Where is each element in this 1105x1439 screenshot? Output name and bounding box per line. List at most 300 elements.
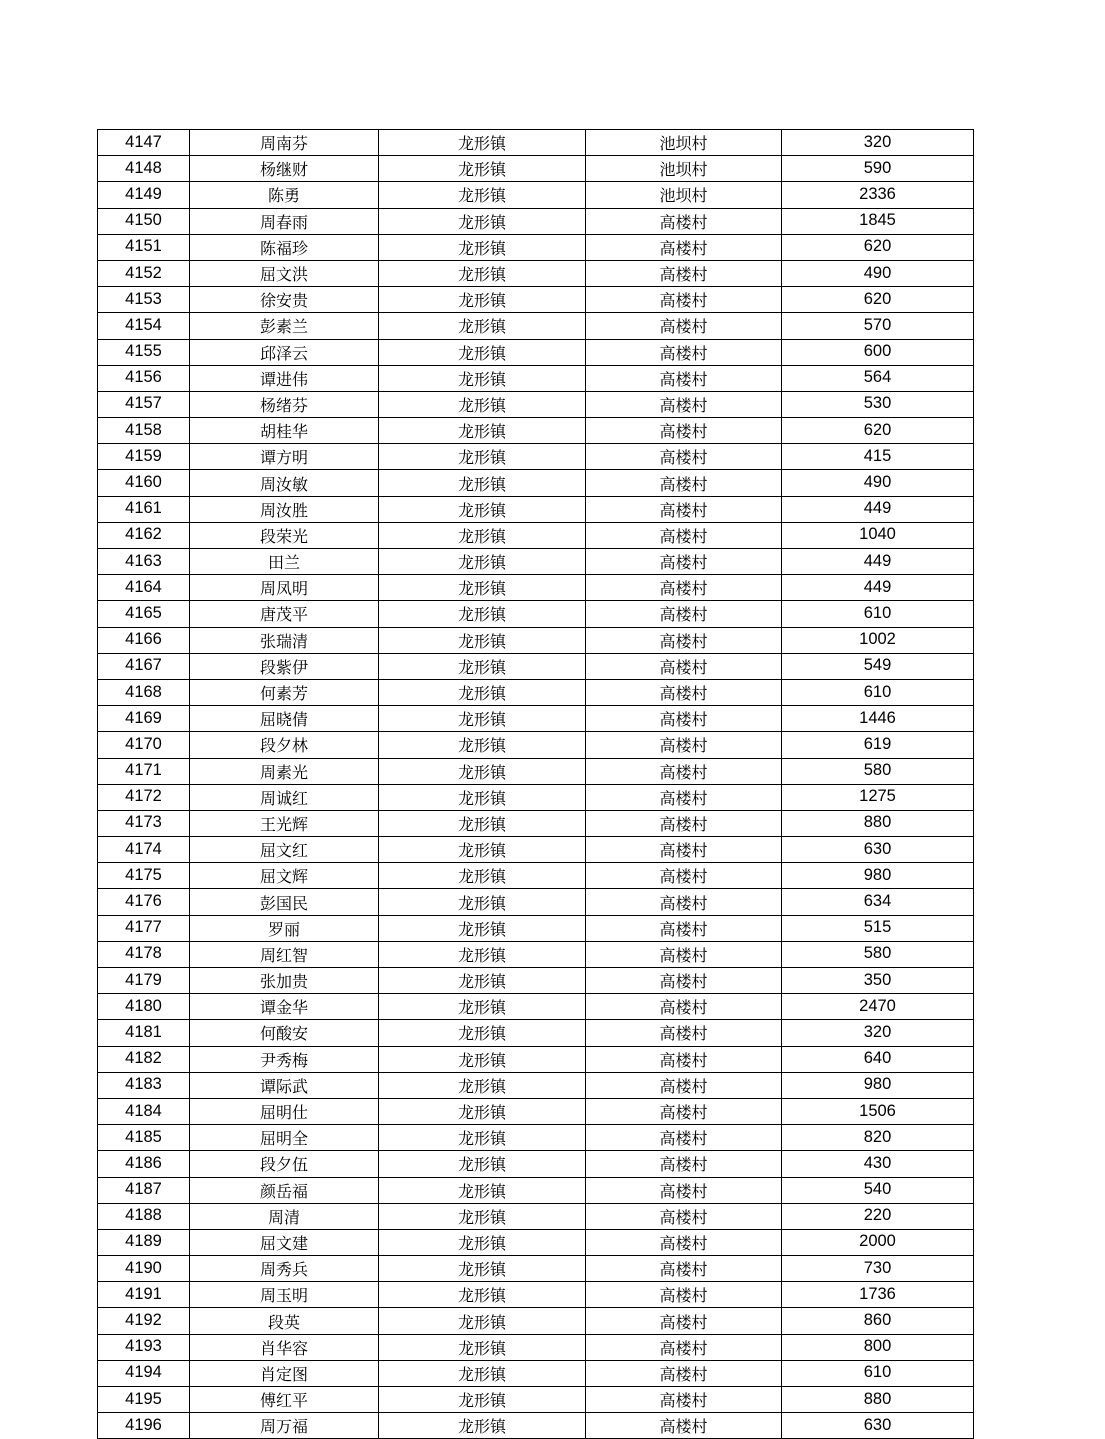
village-cell: 高楼村: [586, 313, 782, 339]
serial-number-cell: 4160: [98, 470, 190, 496]
serial-number-cell: 4189: [98, 1229, 190, 1255]
town-cell: 龙形镇: [379, 1072, 586, 1098]
serial-number-cell: 4161: [98, 496, 190, 522]
village-cell: 高楼村: [586, 1020, 782, 1046]
table-row: [98, 968, 974, 994]
name-cell: 周汝胜: [190, 496, 379, 522]
amount-cell: 449: [782, 496, 974, 522]
village-cell: 高楼村: [586, 1203, 782, 1229]
town-cell: 龙形镇: [379, 234, 586, 260]
amount-cell: 634: [782, 889, 974, 915]
table-row: [98, 1020, 974, 1046]
town-cell: 龙形镇: [379, 156, 586, 182]
table-row: [98, 575, 974, 601]
serial-number-cell: 4155: [98, 339, 190, 365]
serial-number-cell: 4168: [98, 679, 190, 705]
village-cell: 高楼村: [586, 1098, 782, 1124]
town-cell: 龙形镇: [379, 1334, 586, 1360]
serial-number-cell: 4195: [98, 1387, 190, 1413]
village-cell: 高楼村: [586, 1282, 782, 1308]
amount-cell: 600: [782, 339, 974, 365]
town-cell: 龙形镇: [379, 889, 586, 915]
serial-number-cell: 4185: [98, 1125, 190, 1151]
name-cell: 周素光: [190, 758, 379, 784]
amount-cell: 1002: [782, 627, 974, 653]
table-row: [98, 1046, 974, 1072]
village-cell: 高楼村: [586, 234, 782, 260]
name-cell: 颜岳福: [190, 1177, 379, 1203]
town-cell: 龙形镇: [379, 784, 586, 810]
village-cell: 高楼村: [586, 208, 782, 234]
town-cell: 龙形镇: [379, 994, 586, 1020]
name-cell: 罗丽: [190, 915, 379, 941]
town-cell: 龙形镇: [379, 863, 586, 889]
name-cell: 屈文洪: [190, 260, 379, 286]
town-cell: 龙形镇: [379, 1203, 586, 1229]
town-cell: 龙形镇: [379, 627, 586, 653]
name-cell: 彭素兰: [190, 313, 379, 339]
town-cell: 龙形镇: [379, 706, 586, 732]
amount-cell: 2470: [782, 994, 974, 1020]
table-row: [98, 496, 974, 522]
data-table: [97, 129, 974, 1439]
town-cell: 龙形镇: [379, 837, 586, 863]
name-cell: 周清: [190, 1203, 379, 1229]
amount-cell: 564: [782, 365, 974, 391]
amount-cell: 640: [782, 1046, 974, 1072]
serial-number-cell: 4186: [98, 1151, 190, 1177]
village-cell: 高楼村: [586, 1151, 782, 1177]
table-row: [98, 1282, 974, 1308]
amount-cell: 610: [782, 1360, 974, 1386]
table-row: [98, 470, 974, 496]
name-cell: 田兰: [190, 549, 379, 575]
name-cell: 周万福: [190, 1413, 379, 1439]
name-cell: 周诚红: [190, 784, 379, 810]
table-row: [98, 522, 974, 548]
name-cell: 屈明仕: [190, 1098, 379, 1124]
serial-number-cell: 4178: [98, 941, 190, 967]
town-cell: 龙形镇: [379, 1387, 586, 1413]
name-cell: 杨绪芬: [190, 391, 379, 417]
village-cell: 高楼村: [586, 496, 782, 522]
table-row: [98, 182, 974, 208]
town-cell: 龙形镇: [379, 732, 586, 758]
table-row: [98, 706, 974, 732]
town-cell: 龙形镇: [379, 1046, 586, 1072]
serial-number-cell: 4191: [98, 1282, 190, 1308]
table-row: [98, 339, 974, 365]
name-cell: 谭际武: [190, 1072, 379, 1098]
village-cell: 高楼村: [586, 679, 782, 705]
amount-cell: 430: [782, 1151, 974, 1177]
table-row: [98, 1387, 974, 1413]
town-cell: 龙形镇: [379, 810, 586, 836]
town-cell: 龙形镇: [379, 1125, 586, 1151]
table-row: [98, 234, 974, 260]
table-row: [98, 1256, 974, 1282]
serial-number-cell: 4152: [98, 260, 190, 286]
village-cell: 高楼村: [586, 1072, 782, 1098]
serial-number-cell: 4150: [98, 208, 190, 234]
village-cell: 高楼村: [586, 418, 782, 444]
amount-cell: 630: [782, 837, 974, 863]
amount-cell: 449: [782, 549, 974, 575]
table-row: [98, 1151, 974, 1177]
town-cell: 龙形镇: [379, 182, 586, 208]
table-row: [98, 784, 974, 810]
serial-number-cell: 4165: [98, 601, 190, 627]
amount-cell: 980: [782, 1072, 974, 1098]
serial-number-cell: 4158: [98, 418, 190, 444]
amount-cell: 530: [782, 391, 974, 417]
table-row: [98, 365, 974, 391]
village-cell: 高楼村: [586, 391, 782, 417]
town-cell: 龙形镇: [379, 1020, 586, 1046]
village-cell: 高楼村: [586, 1334, 782, 1360]
serial-number-cell: 4182: [98, 1046, 190, 1072]
village-cell: 高楼村: [586, 941, 782, 967]
village-cell: 高楼村: [586, 444, 782, 470]
amount-cell: 880: [782, 810, 974, 836]
town-cell: 龙形镇: [379, 391, 586, 417]
serial-number-cell: 4183: [98, 1072, 190, 1098]
table-row: [98, 287, 974, 313]
amount-cell: 1845: [782, 208, 974, 234]
serial-number-cell: 4169: [98, 706, 190, 732]
town-cell: 龙形镇: [379, 1151, 586, 1177]
name-cell: 段英: [190, 1308, 379, 1334]
town-cell: 龙形镇: [379, 1413, 586, 1439]
name-cell: 杨继财: [190, 156, 379, 182]
name-cell: 周玉明: [190, 1282, 379, 1308]
town-cell: 龙形镇: [379, 653, 586, 679]
town-cell: 龙形镇: [379, 1360, 586, 1386]
serial-number-cell: 4179: [98, 968, 190, 994]
serial-number-cell: 4177: [98, 915, 190, 941]
serial-number-cell: 4171: [98, 758, 190, 784]
amount-cell: 350: [782, 968, 974, 994]
amount-cell: 220: [782, 1203, 974, 1229]
town-cell: 龙形镇: [379, 575, 586, 601]
amount-cell: 980: [782, 863, 974, 889]
amount-cell: 620: [782, 287, 974, 313]
amount-cell: 490: [782, 470, 974, 496]
amount-cell: 515: [782, 915, 974, 941]
serial-number-cell: 4172: [98, 784, 190, 810]
name-cell: 屈晓倩: [190, 706, 379, 732]
town-cell: 龙形镇: [379, 287, 586, 313]
serial-number-cell: 4151: [98, 234, 190, 260]
table-row: [98, 653, 974, 679]
name-cell: 段荣光: [190, 522, 379, 548]
village-cell: 高楼村: [586, 889, 782, 915]
serial-number-cell: 4193: [98, 1334, 190, 1360]
name-cell: 周凤明: [190, 575, 379, 601]
amount-cell: 630: [782, 1413, 974, 1439]
village-cell: 高楼村: [586, 260, 782, 286]
serial-number-cell: 4154: [98, 313, 190, 339]
town-cell: 龙形镇: [379, 941, 586, 967]
table-row: [98, 1203, 974, 1229]
serial-number-cell: 4166: [98, 627, 190, 653]
amount-cell: 580: [782, 758, 974, 784]
table-row: [98, 1360, 974, 1386]
serial-number-cell: 4180: [98, 994, 190, 1020]
serial-number-cell: 4148: [98, 156, 190, 182]
name-cell: 谭进伟: [190, 365, 379, 391]
name-cell: 屈文红: [190, 837, 379, 863]
village-cell: 高楼村: [586, 365, 782, 391]
amount-cell: 2336: [782, 182, 974, 208]
village-cell: 高楼村: [586, 1387, 782, 1413]
serial-number-cell: 4163: [98, 549, 190, 575]
amount-cell: 1275: [782, 784, 974, 810]
table-row: [98, 758, 974, 784]
serial-number-cell: 4188: [98, 1203, 190, 1229]
name-cell: 段紫伊: [190, 653, 379, 679]
table-body: [98, 130, 974, 1439]
serial-number-cell: 4173: [98, 810, 190, 836]
serial-number-cell: 4176: [98, 889, 190, 915]
village-cell: 高楼村: [586, 653, 782, 679]
village-cell: 高楼村: [586, 863, 782, 889]
name-cell: 周春雨: [190, 208, 379, 234]
serial-number-cell: 4164: [98, 575, 190, 601]
town-cell: 龙形镇: [379, 915, 586, 941]
village-cell: 高楼村: [586, 1229, 782, 1255]
town-cell: 龙形镇: [379, 1229, 586, 1255]
village-cell: 高楼村: [586, 549, 782, 575]
name-cell: 徐安贵: [190, 287, 379, 313]
town-cell: 龙形镇: [379, 679, 586, 705]
name-cell: 陈福珍: [190, 234, 379, 260]
amount-cell: 540: [782, 1177, 974, 1203]
village-cell: 高楼村: [586, 810, 782, 836]
serial-number-cell: 4156: [98, 365, 190, 391]
village-cell: 高楼村: [586, 1177, 782, 1203]
village-cell: 高楼村: [586, 470, 782, 496]
table-row: [98, 837, 974, 863]
serial-number-cell: 4162: [98, 522, 190, 548]
serial-number-cell: 4192: [98, 1308, 190, 1334]
village-cell: 池坝村: [586, 156, 782, 182]
village-cell: 高楼村: [586, 575, 782, 601]
amount-cell: 620: [782, 234, 974, 260]
town-cell: 龙形镇: [379, 260, 586, 286]
amount-cell: 320: [782, 130, 974, 156]
table-row: [98, 1177, 974, 1203]
amount-cell: 549: [782, 653, 974, 679]
name-cell: 王光辉: [190, 810, 379, 836]
name-cell: 何酸安: [190, 1020, 379, 1046]
serial-number-cell: 4194: [98, 1360, 190, 1386]
name-cell: 肖华容: [190, 1334, 379, 1360]
town-cell: 龙形镇: [379, 339, 586, 365]
name-cell: 张加贵: [190, 968, 379, 994]
town-cell: 龙形镇: [379, 496, 586, 522]
amount-cell: 860: [782, 1308, 974, 1334]
amount-cell: 820: [782, 1125, 974, 1151]
table-row: [98, 418, 974, 444]
name-cell: 傅红平: [190, 1387, 379, 1413]
amount-cell: 880: [782, 1387, 974, 1413]
amount-cell: 590: [782, 156, 974, 182]
table-row: [98, 1229, 974, 1255]
table-row: [98, 391, 974, 417]
table-row: [98, 601, 974, 627]
town-cell: 龙形镇: [379, 313, 586, 339]
town-cell: 龙形镇: [379, 1177, 586, 1203]
table-row: [98, 994, 974, 1020]
name-cell: 唐茂平: [190, 601, 379, 627]
serial-number-cell: 4175: [98, 863, 190, 889]
table-row: [98, 679, 974, 705]
village-cell: 高楼村: [586, 1256, 782, 1282]
serial-number-cell: 4190: [98, 1256, 190, 1282]
village-cell: 高楼村: [586, 1046, 782, 1072]
village-cell: 高楼村: [586, 339, 782, 365]
table-row: [98, 1308, 974, 1334]
town-cell: 龙形镇: [379, 365, 586, 391]
serial-number-cell: 4159: [98, 444, 190, 470]
serial-number-cell: 4153: [98, 287, 190, 313]
village-cell: 池坝村: [586, 130, 782, 156]
amount-cell: 1040: [782, 522, 974, 548]
amount-cell: 610: [782, 679, 974, 705]
table-row: [98, 915, 974, 941]
name-cell: 周秀兵: [190, 1256, 379, 1282]
name-cell: 屈文辉: [190, 863, 379, 889]
town-cell: 龙形镇: [379, 208, 586, 234]
name-cell: 段夕林: [190, 732, 379, 758]
name-cell: 屈明全: [190, 1125, 379, 1151]
name-cell: 周南芬: [190, 130, 379, 156]
village-cell: 高楼村: [586, 915, 782, 941]
town-cell: 龙形镇: [379, 522, 586, 548]
town-cell: 龙形镇: [379, 1282, 586, 1308]
name-cell: 张瑞清: [190, 627, 379, 653]
village-cell: 高楼村: [586, 994, 782, 1020]
amount-cell: 730: [782, 1256, 974, 1282]
table-row: [98, 810, 974, 836]
village-cell: 高楼村: [586, 287, 782, 313]
village-cell: 高楼村: [586, 784, 782, 810]
village-cell: 高楼村: [586, 1360, 782, 1386]
table-row: [98, 1098, 974, 1124]
amount-cell: 415: [782, 444, 974, 470]
village-cell: 池坝村: [586, 182, 782, 208]
table-row: [98, 627, 974, 653]
town-cell: 龙形镇: [379, 1308, 586, 1334]
amount-cell: 610: [782, 601, 974, 627]
serial-number-cell: 4170: [98, 732, 190, 758]
table-row: [98, 1413, 974, 1439]
amount-cell: 800: [782, 1334, 974, 1360]
amount-cell: 449: [782, 575, 974, 601]
amount-cell: 1446: [782, 706, 974, 732]
village-cell: 高楼村: [586, 758, 782, 784]
table-row: [98, 156, 974, 182]
table-row: [98, 889, 974, 915]
serial-number-cell: 4181: [98, 1020, 190, 1046]
table-row: [98, 1125, 974, 1151]
serial-number-cell: 4196: [98, 1413, 190, 1439]
name-cell: 周汝敏: [190, 470, 379, 496]
amount-cell: 490: [782, 260, 974, 286]
village-cell: 高楼村: [586, 1308, 782, 1334]
town-cell: 龙形镇: [379, 758, 586, 784]
town-cell: 龙形镇: [379, 1098, 586, 1124]
name-cell: 彭国民: [190, 889, 379, 915]
name-cell: 周红智: [190, 941, 379, 967]
town-cell: 龙形镇: [379, 1256, 586, 1282]
name-cell: 尹秀梅: [190, 1046, 379, 1072]
table-row: [98, 1072, 974, 1098]
village-cell: 高楼村: [586, 522, 782, 548]
village-cell: 高楼村: [586, 1413, 782, 1439]
village-cell: 高楼村: [586, 837, 782, 863]
amount-cell: 2000: [782, 1229, 974, 1255]
town-cell: 龙形镇: [379, 130, 586, 156]
amount-cell: 619: [782, 732, 974, 758]
amount-cell: 320: [782, 1020, 974, 1046]
name-cell: 谭金华: [190, 994, 379, 1020]
table-row: [98, 208, 974, 234]
amount-cell: 1736: [782, 1282, 974, 1308]
name-cell: 肖定图: [190, 1360, 379, 1386]
town-cell: 龙形镇: [379, 601, 586, 627]
amount-cell: 580: [782, 941, 974, 967]
village-cell: 高楼村: [586, 732, 782, 758]
village-cell: 高楼村: [586, 706, 782, 732]
name-cell: 何素芳: [190, 679, 379, 705]
serial-number-cell: 4167: [98, 653, 190, 679]
amount-cell: 1506: [782, 1098, 974, 1124]
village-cell: 高楼村: [586, 968, 782, 994]
town-cell: 龙形镇: [379, 470, 586, 496]
serial-number-cell: 4174: [98, 837, 190, 863]
table-row: [98, 941, 974, 967]
name-cell: 陈勇: [190, 182, 379, 208]
town-cell: 龙形镇: [379, 418, 586, 444]
serial-number-cell: 4187: [98, 1177, 190, 1203]
serial-number-cell: 4147: [98, 130, 190, 156]
table-row: [98, 313, 974, 339]
table-row: [98, 549, 974, 575]
name-cell: 邱泽云: [190, 339, 379, 365]
table-row: [98, 260, 974, 286]
name-cell: 屈文建: [190, 1229, 379, 1255]
town-cell: 龙形镇: [379, 444, 586, 470]
serial-number-cell: 4157: [98, 391, 190, 417]
serial-number-cell: 4184: [98, 1098, 190, 1124]
serial-number-cell: 4149: [98, 182, 190, 208]
amount-cell: 620: [782, 418, 974, 444]
village-cell: 高楼村: [586, 1125, 782, 1151]
amount-cell: 570: [782, 313, 974, 339]
village-cell: 高楼村: [586, 627, 782, 653]
table-row: [98, 863, 974, 889]
village-cell: 高楼村: [586, 601, 782, 627]
town-cell: 龙形镇: [379, 968, 586, 994]
table-row: [98, 444, 974, 470]
table-row: [98, 130, 974, 156]
table-row: [98, 1334, 974, 1360]
name-cell: 段夕伍: [190, 1151, 379, 1177]
table-row: [98, 732, 974, 758]
name-cell: 谭方明: [190, 444, 379, 470]
